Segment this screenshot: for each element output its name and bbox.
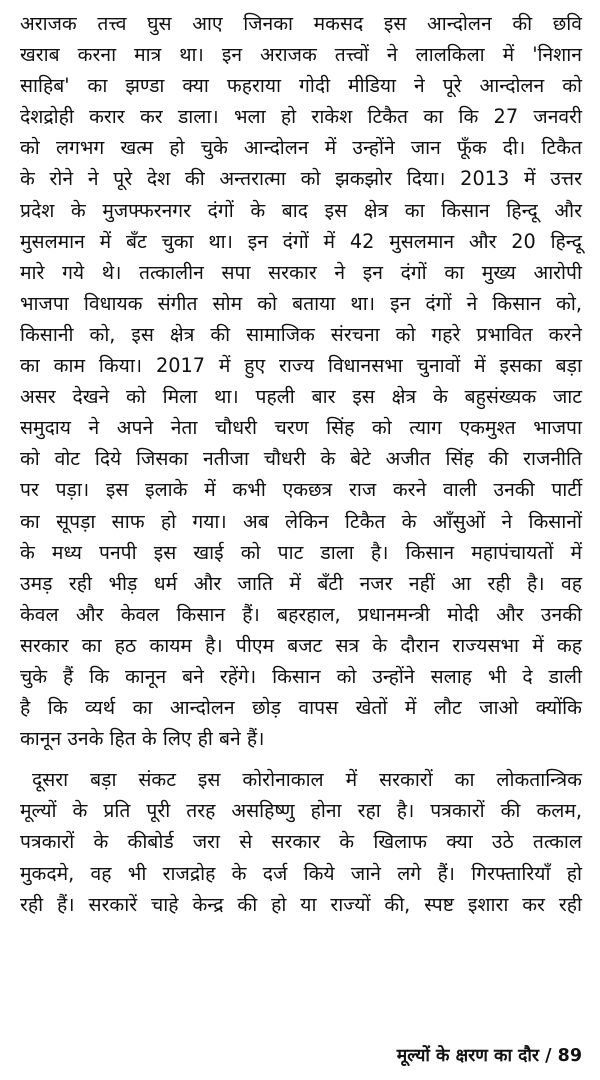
text-line: रही हैं। सरकारें चाहे केन्द्र की हो या राज्यों की, स्पष्ट इशारा कर रही xyxy=(20,892,582,916)
text-line: को वोट दिये जिसका नतीजा चौधरी के बेटे अजीत सिंह की राजनीति xyxy=(20,447,582,471)
text-line: पर पड़ा। इस इलाके में कभी एकछत्र राज करने वाली उनकी पार्टी xyxy=(20,478,582,502)
text-line: प्रदेश के मुजफ्फरनगर दंगों के बाद इस क्षेत्र का किसान हिन्दू और xyxy=(20,198,582,222)
text-line: केवल और केवल किसान हैं। बहरहाल, प्रधानमन्त्री मोदी और उनकी xyxy=(20,602,582,626)
body-text xyxy=(20,8,582,920)
text-line: खराब करना मात्र था। इन अराजक तत्त्वों ने लालकिला में 'निशान xyxy=(20,43,582,67)
text-line: भाजपा विधायक संगीत सोम को बताया था। इन दंगों ने किसान को, xyxy=(20,291,582,315)
text-line: मुसलमान में बँट चुका था। इन दंगों में 42 मुसलमान और 20 हिन्दू xyxy=(20,229,582,253)
text-line: असर देखने को मिला था। पहली बार इस क्षेत्र के बहुसंख्यक जाट xyxy=(20,385,582,409)
text-line: दूसरा बड़ा संकट इस कोरोनाकाल में सरकारों का लोकतान्त्रिक xyxy=(32,768,582,792)
text-line: का सूपड़ा साफ हो गया। अब लेकिन टिकैत के आँसुओं ने किसानों xyxy=(20,509,582,533)
text-line: का काम किया। 2017 में हुए राज्य विधानसभा चुनावों में इसका बड़ा xyxy=(20,354,582,378)
paragraph-1 xyxy=(20,8,582,754)
page-footer: मूल्यों के क्षरण का दौर / 89 xyxy=(396,1046,582,1066)
paragraph-gap xyxy=(20,754,582,764)
text-line: चुके हैं कि कानून बने रहेंगे। किसान को उन्होंने सलाह भी दे डाली xyxy=(20,664,582,688)
text-line: के रोने ने पूरे देश की अन्तरात्मा को झकझोर दिया। 2013 में उत्तर xyxy=(20,167,582,191)
text-line: कानून उनके हित के लिए ही बने हैं। xyxy=(20,727,265,751)
text-line: के मध्य पनपी इस खाई को पाट डाला है। किसान महापंचायतों में xyxy=(20,540,582,564)
text-line: को लगभग खत्म हो चुके आन्दोलन में उन्होंने जान फूँक दी। टिकैत xyxy=(20,136,582,160)
text-line: अराजक तत्त्व घुस आए जिनका मकसद इस आन्दोलन की छवि xyxy=(20,12,582,35)
text-line: सरकार का हठ कायम है। पीएम बजट सत्र के दौरान राज्यसभा में कह xyxy=(20,633,582,657)
text-line: उमड़ रही भीड़ धर्म और जाति में बँटी नजर नहीं आ रही है। वह xyxy=(20,571,582,595)
text-line: समुदाय ने अपने नेता चौधरी चरण सिंह को त्याग एकमुश्त भाजपा xyxy=(20,416,582,440)
text-line: मूल्यों के प्रति पूरी तरह असहिष्णु होना रहा है। पत्रकारों की कलम, xyxy=(20,799,582,823)
text-line: पत्रकारों के कीबोर्ड जरा से सरकार के खिलाफ क्या उठे तत्काल xyxy=(20,830,582,854)
text-line: साहिब' का झण्डा क्या फहराया गोदी मीडिया ने पूरे आन्दोलन को xyxy=(20,74,582,98)
text-line: किसानी को, इस क्षेत्र की सामाजिक संरचना को गहरे प्रभावित करने xyxy=(20,322,582,346)
paragraph-2 xyxy=(20,764,582,919)
text-line: मुकदमे, वह भी राजद्रोह के दर्ज किये जाने लगे हैं। गिरफ्तारियाँ हो xyxy=(20,861,582,885)
text-line: है कि व्यर्थ का आन्दोलन छोड़ वापस खेतों में लौट जाओ क्योंकि xyxy=(20,696,582,720)
text-line: देशद्रोही करार कर डाला। भला हो राकेश टिकैत का कि 27 जनवरी xyxy=(20,105,582,129)
text-line: मारे गये थे। तत्कालीन सपा सरकार ने इन दंगों का मुख्य आरोपी xyxy=(20,260,582,284)
